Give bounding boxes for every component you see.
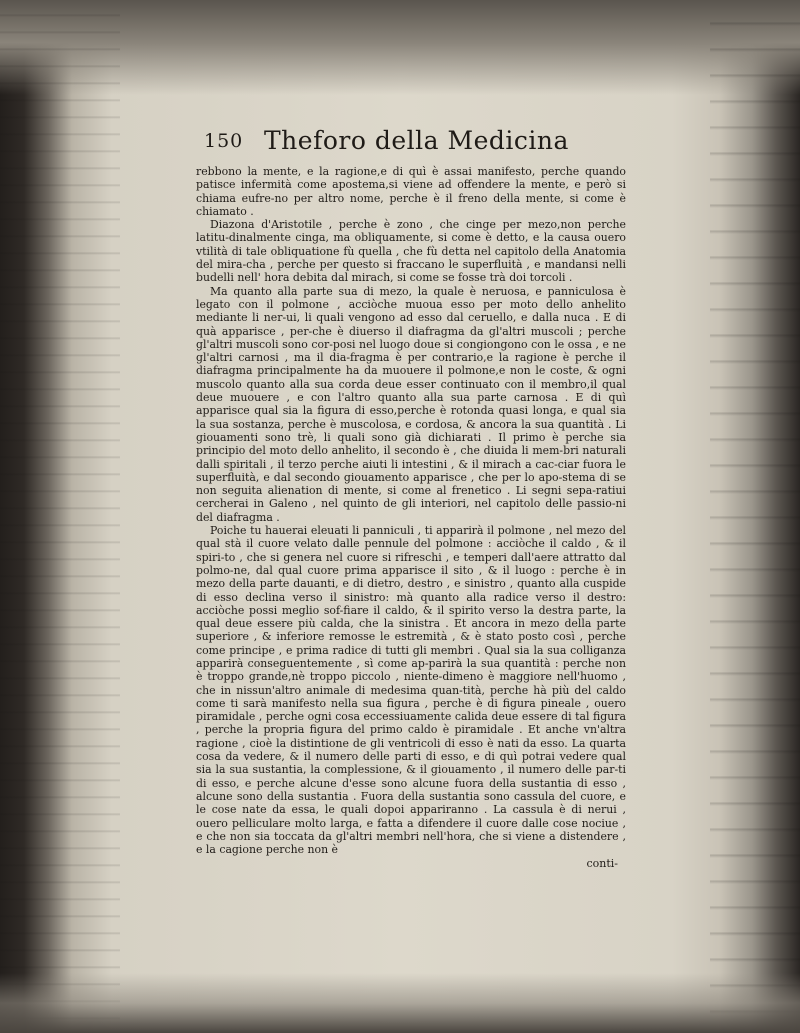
paragraph-1: rebbono la mente, e la ragione,e di quì è assai manifesto, perche quando patisce infermità come apostema,si viene ad offendere la mente, e però si chiama eufre-no per altro nome, perche è il freno della mente, si come è chiamato .	[196, 165, 626, 218]
body-text	[196, 165, 626, 871]
adjacent-page-edge-right	[710, 0, 800, 1033]
text-page	[196, 126, 626, 871]
paragraph-2: Diazona d'Aristotile , perche è zono , che cinge per mezo,non perche latitu-dinalmente cinga, ma obliquamente, si come è detto, e la causa ouero vtilità di tale obliquatione fù quella , che fù detta nel capitolo della Anatomia del mira-cha , perche per questo si fraccano le superfluità , e mandansi nelli budelli nell' hora debita dal mirach, si come se fosse trà doi torcoli .	[196, 218, 626, 285]
scan-top-shadow	[0, 0, 800, 95]
paragraph-3: Ma quanto alla parte sua di mezo, la quale è neruosa, e panniculosa è legato con il polmone , acciòche muoua esso per moto dello anhelito mediante li ner-ui, li quali vengono ad esso dal ceruello, e dalla nuca . E di quà apparisce , per-che è diuerso il diafragma da gl'altri muscoli ; perche gl'altri muscoli sono cor-posi nel luogo doue si congiongono con le ossa , e ne gl'altri carnosi , ma il dia-fragma è per contrario,e la ragione è perche il diafragma principalmente ha da muouere il polmone,e non le coste, & ogni muscolo quanto alla sua corda deue esser continuato con il membro,il qual deue muouere , e con l'altro quanto alla sua parte carnosa . E di quì apparisce qual sia la figura di esso,perche è rotonda quasi longa, e qual sia la sua sostanza, perche è muscolosa, e cordosa, & ancora la sua quantità . Li giouamenti sono trè, li quali sono già dichiarati . Il primo è perche sia principio del moto dello anhelito, il secondo è , che diuida li mem-bri naturali dalli spiritali , il terzo perche aiuti li intestini , & il mirach a cac-ciar fuora le superfluità, e dal secondo giouamento apparisce , che per lo apo-stema di se non seguita alienation di mente, si come al frenetico . Li segni sepa-ratiui cercherai in Galeno , nel quinto de gli interiori, nel capitolo delle passio-ni del diafragma .	[196, 284, 626, 524]
running-head: Theforo della Medicina	[264, 126, 569, 155]
paragraph-4: Poiche tu hauerai eleuati li panniculi , ti apparirà il polmone , nel mezo del qual stà il cuore velato dalle pennule del polmone : acciòche il caldo , & il spiri-to , che si genera nel cuore si rifreschi , e temperi dall'aere attratto dal polmo-ne, dal qual cuore prima apparisce il sito , & il luogo : perche è in mezo della parte dauanti, e di dietro, destro , e sinistro , quanto alla cuspide di esso declina verso il sinistro: mà quanto alla radice verso il destro: acciòche possi meglio sof-fiare il caldo, & il spirito verso la destra parte, la qual deue essere più calda, che la sinistra . Et ancora in mezo della parte superiore , & inferiore remosse le estremità , & è stato posto così , perche come principe , e prima radice di tutti gli membri . Qual sia la sua colliganza apparirà conseguentemente , sì come ap-parirà la sua quantità : perche non è troppo grande,nè troppo piccolo , niente-dimeno è maggiore nell'huomo , che in nissun'altro animale di medesima quan-tità, perche hà più del caldo come ti sarà manifesto nella sua figura , perche è di figura pineale , ouero piramidale , perche ogni cosa eccessiuamente calida deue essere di tal figura , perche la propria figura del primo caldo è piramidale . Et anche vn'altra ragione , cioè la distintione de gli ventricoli di esso è nati da esso. La quarta cosa da vedere, & il numero delle parti di esso, e di quì potrai vedere qual sia la sua sustantia, la complessione, & il giouamento , il numero delle par-ti di esso, e perche alcune d'esse sono alcune fuora della sustantia di esso , alcune sono della sustantia . Fuora della sustantia sono cassula del cuore, e le cose nate da essa, le quali dopoi appariranno . La cassula è di nerui , ouero pelliculare molto larga, e fatta a difendere il cuore dalle cose nociue , e che non sia toccata da gl'altri membri nell'hora, che si viene a distendere , e la cagione perche non è	[196, 524, 626, 857]
scan-bottom-shadow	[0, 973, 800, 1033]
page-number: 150	[204, 130, 244, 152]
page-header	[196, 126, 626, 162]
adjacent-page-edge-left	[0, 0, 120, 1033]
catchword: conti-	[586, 857, 618, 871]
